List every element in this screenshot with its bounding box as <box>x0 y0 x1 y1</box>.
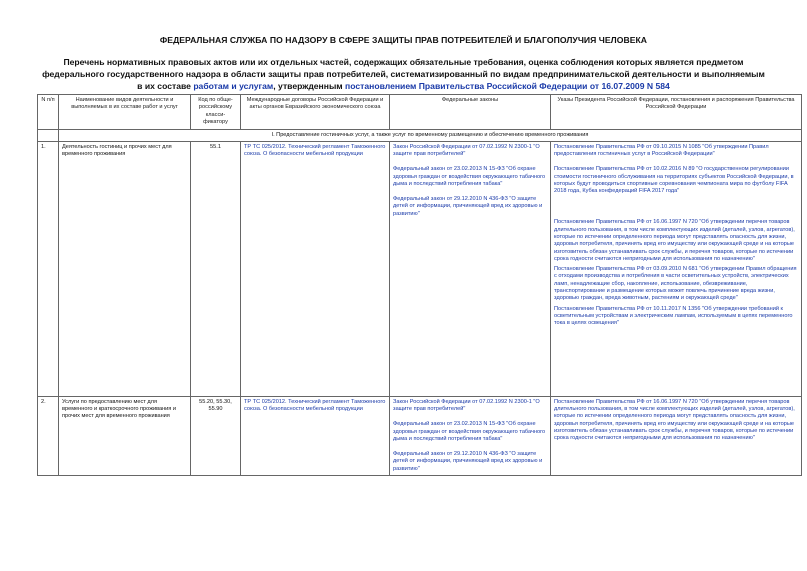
col-header-treaties: Международные договоры Российской Федерации и акты органов Евразийского экономического союза <box>241 95 390 130</box>
section-row <box>38 129 802 141</box>
col-header-code: Код по обще-российскому класси-фикатору <box>191 95 241 130</box>
law-link[interactable]: Федеральный закон от 23.02.2013 N 15-ФЗ "Об охране здоровья граждан от воздействия окружающего табачного дыма и последствий потребления табака" <box>393 421 546 442</box>
decree-link[interactable]: Постановление Правительства РФ от 16.06.1997 N 720 "Об утверждении перечня товаров длительного пользования, в том числе комплектующих изделий (деталей, узлов, агрегатов), которые по истечении определенного периода могут представлять опасность для жизни, здоровья потребителя, причинять вред его имуществу или окружающей среде и на которые изготовитель обязан устанавливать срок службы, и перечня товаров, которые по истечении срока годности считаются непригодными для использования по назначению" <box>554 219 795 262</box>
subtitle-text-2: , утвержденным <box>273 81 346 91</box>
document-subtitle <box>40 56 767 92</box>
decree-link[interactable]: Постановление Правительства РФ от 10.02.2016 N 89 "О государственном регулировании стоимости гостиничного обслуживания на территориях субъектов Российской Федерации, в которых будут проводиться спортивные соревнования чемпионата мира по футболу FIFA 2018 года, Кубка конфедераций FIFA 2017 года" <box>554 166 794 195</box>
col-header-decrees: Указы Президента Российской Федерации, постановления и распоряжения Правительства Российской Федерации <box>551 95 802 130</box>
activity-code: 55.20, 55.30, 55.90 <box>191 396 241 475</box>
decrees-cell <box>551 396 802 475</box>
table-row <box>38 396 802 475</box>
link-government-decree-584[interactable]: постановлением Правительства Российской Федерации от 16.07.2009 N 584 <box>345 81 670 91</box>
law-link[interactable]: Закон Российской Федерации от 07.02.1992 N 2300-1 "О защите прав потребителей" <box>393 398 540 412</box>
regulations-table <box>37 94 802 476</box>
subtitle-text-1: Перечень нормативных правовых актов или их отдельных частей, содержащих обязательные требования, оценка соблюдения которых является предметом федерального государственного надзора в области защиты прав потребителей, систематизированный по видам предпринимательской деятельности и выполняемым в их составе <box>42 57 765 91</box>
section-title: I. Предоставление гостиничных услуг, а также услуг по временному размещению и обеспечению временного проживания <box>59 129 802 141</box>
decree-link[interactable]: Постановление Правительства РФ от 03.09.2010 N 681 "Об утверждении Правил обращения с отходами производства и потребления в части осветительных устройств, электрических ламп, ненадлежащие сбор, накопление, использование, обезвреживание, транспортирование и размещение которых может повлечь причинение вреда жизни, здоровью граждан, вреда животным, растениям и окружающей среде" <box>554 266 797 302</box>
document-title: ФЕДЕРАЛЬНАЯ СЛУЖБА ПО НАДЗОРУ В СФЕРЕ ЗАЩИТЫ ПРАВ ПОТРЕБИТЕЛЕЙ И БЛАГОПОЛУЧИЯ ЧЕЛОВЕКА <box>159 35 648 45</box>
decree-link[interactable]: Постановление Правительства РФ от 10.11.2017 N 1356 "Об утверждении требований к осветительным устройствам и электрическим лампам, используемым в цепях переменного тока в целях освещения" <box>554 305 793 327</box>
activity-name: Услуги по предоставлению мест для временного и краткосрочного проживания и прочих мест для временного проживания <box>59 396 191 475</box>
federal-laws-cell <box>390 396 551 475</box>
decrees-cell <box>551 141 802 396</box>
treaty-link[interactable]: ТР ТС 025/2012. Технический регламент Таможенного союза. О безопасности мебельной продукции <box>241 396 390 475</box>
treaty-link[interactable]: ТР ТС 025/2012. Технический регламент Таможенного союза. О безопасности мебельной продукции <box>241 141 390 396</box>
table-header-row <box>38 95 802 130</box>
decree-link[interactable]: Постановление Правительства РФ от 16.06.1997 N 720 "Об утверждении перечня товаров длительного пользования, в том числе комплектующих изделий (деталей, узлов, агрегатов), которые по истечении определенного периода могут представлять опасность для жизни, здоровья потребителя, причинять вред его имуществу или окружающей среде и на которые изготовитель обязан устанавливать срок службы, и перечня товаров, которые по истечении срока годности считаются непригодными для использования по назначению" <box>554 398 795 442</box>
activity-name: Деятельность гостиниц и прочих мест для временного проживания <box>59 141 191 396</box>
col-header-federal-laws: Федеральные законы <box>390 95 551 130</box>
decree-link[interactable]: Постановление Правительства РФ от 09.10.2015 N 1085 "Об утверждении Правил предоставления гостиничных услуг в Российской Федерации" <box>554 143 769 157</box>
federal-laws-cell <box>390 141 551 396</box>
table-row <box>38 141 802 396</box>
col-header-activity: Наименование видов деятельности и выполняемых в их составе работ и услуг <box>59 95 191 130</box>
law-link[interactable]: Федеральный закон от 29.12.2010 N 436-ФЗ "О защите детей от информации, причиняющей вред их здоровью и развитию" <box>393 196 543 217</box>
law-link[interactable]: Федеральный закон от 23.02.2013 N 15-ФЗ "Об охране здоровья граждан от воздействия окружающего табачного дыма и последствий потребления табака" <box>393 166 546 187</box>
activity-code: 55.1 <box>191 141 241 396</box>
law-link[interactable]: Федеральный закон от 29.12.2010 N 436-ФЗ "О защите детей от информации, причиняющей вред их здоровью и развитию" <box>393 451 543 472</box>
row-number: 2. <box>38 396 59 475</box>
law-link[interactable]: Закон Российской Федерации от 07.02.1992 N 2300-1 "О защите прав потребителей" <box>393 143 540 157</box>
row-number: 1. <box>38 141 59 396</box>
link-works-and-services[interactable]: работам и услугам <box>193 81 274 91</box>
col-header-number: N п/п <box>38 95 59 130</box>
